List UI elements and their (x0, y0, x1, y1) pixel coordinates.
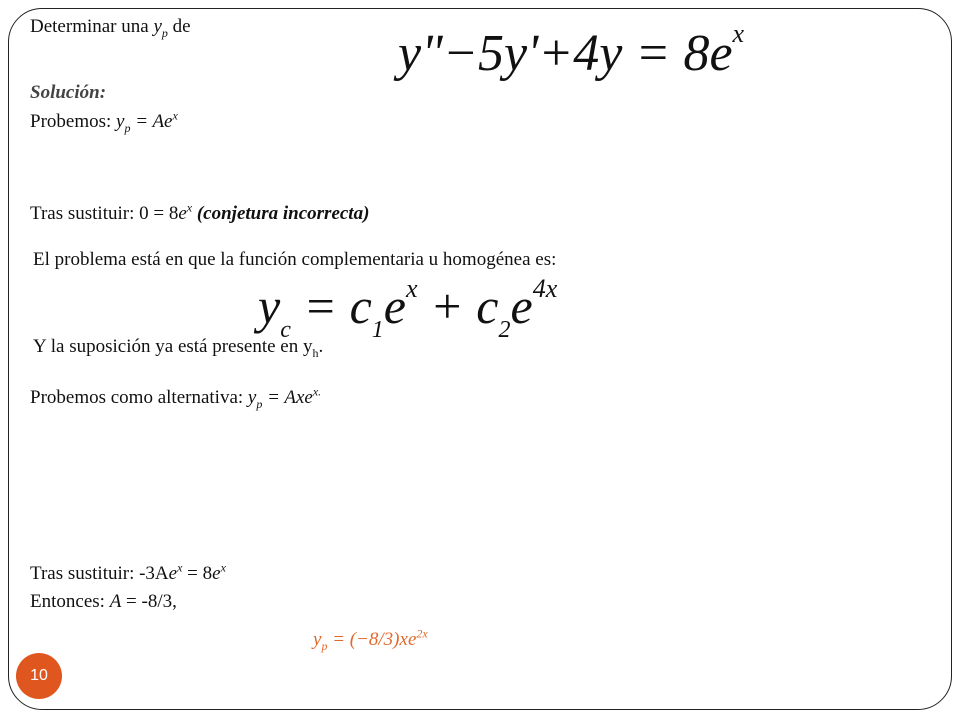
probemos-line: Probemos: $y_p = Ae^x$ (30, 108, 178, 135)
alternativa-line: Probemos como alternativa: $y_p = Axe^{x.}$ (30, 384, 322, 411)
main-equation: y"−5y'+4y = $8e^x$ (398, 19, 745, 82)
problema-line: El problema está en que la función complementaria u homogénea es: (33, 249, 557, 270)
tras-sustituir-2: Tras sustituir: $-3Ae^x = 8e^x$ (30, 560, 226, 584)
solucion-label: Solución: (30, 82, 107, 103)
page-number-badge: 10 (16, 653, 62, 699)
result-line: $y_p = (-8/3)xe^{2x}$ (313, 626, 428, 653)
suposicion-line: Y la suposición ya está presente en $y_h$. (33, 336, 324, 360)
tras-sustituir-1: Tras sustituir: $0 = 8e^x$ (conjetura incorrecta) (30, 200, 370, 224)
complementary-equation: $y_c = c_1e^x + c_2e^{4x}$ (258, 274, 558, 343)
intro-line: Determinar una $y_p$ de (30, 16, 191, 40)
entonces-line: Entonces: A = -8/3, (30, 591, 177, 612)
